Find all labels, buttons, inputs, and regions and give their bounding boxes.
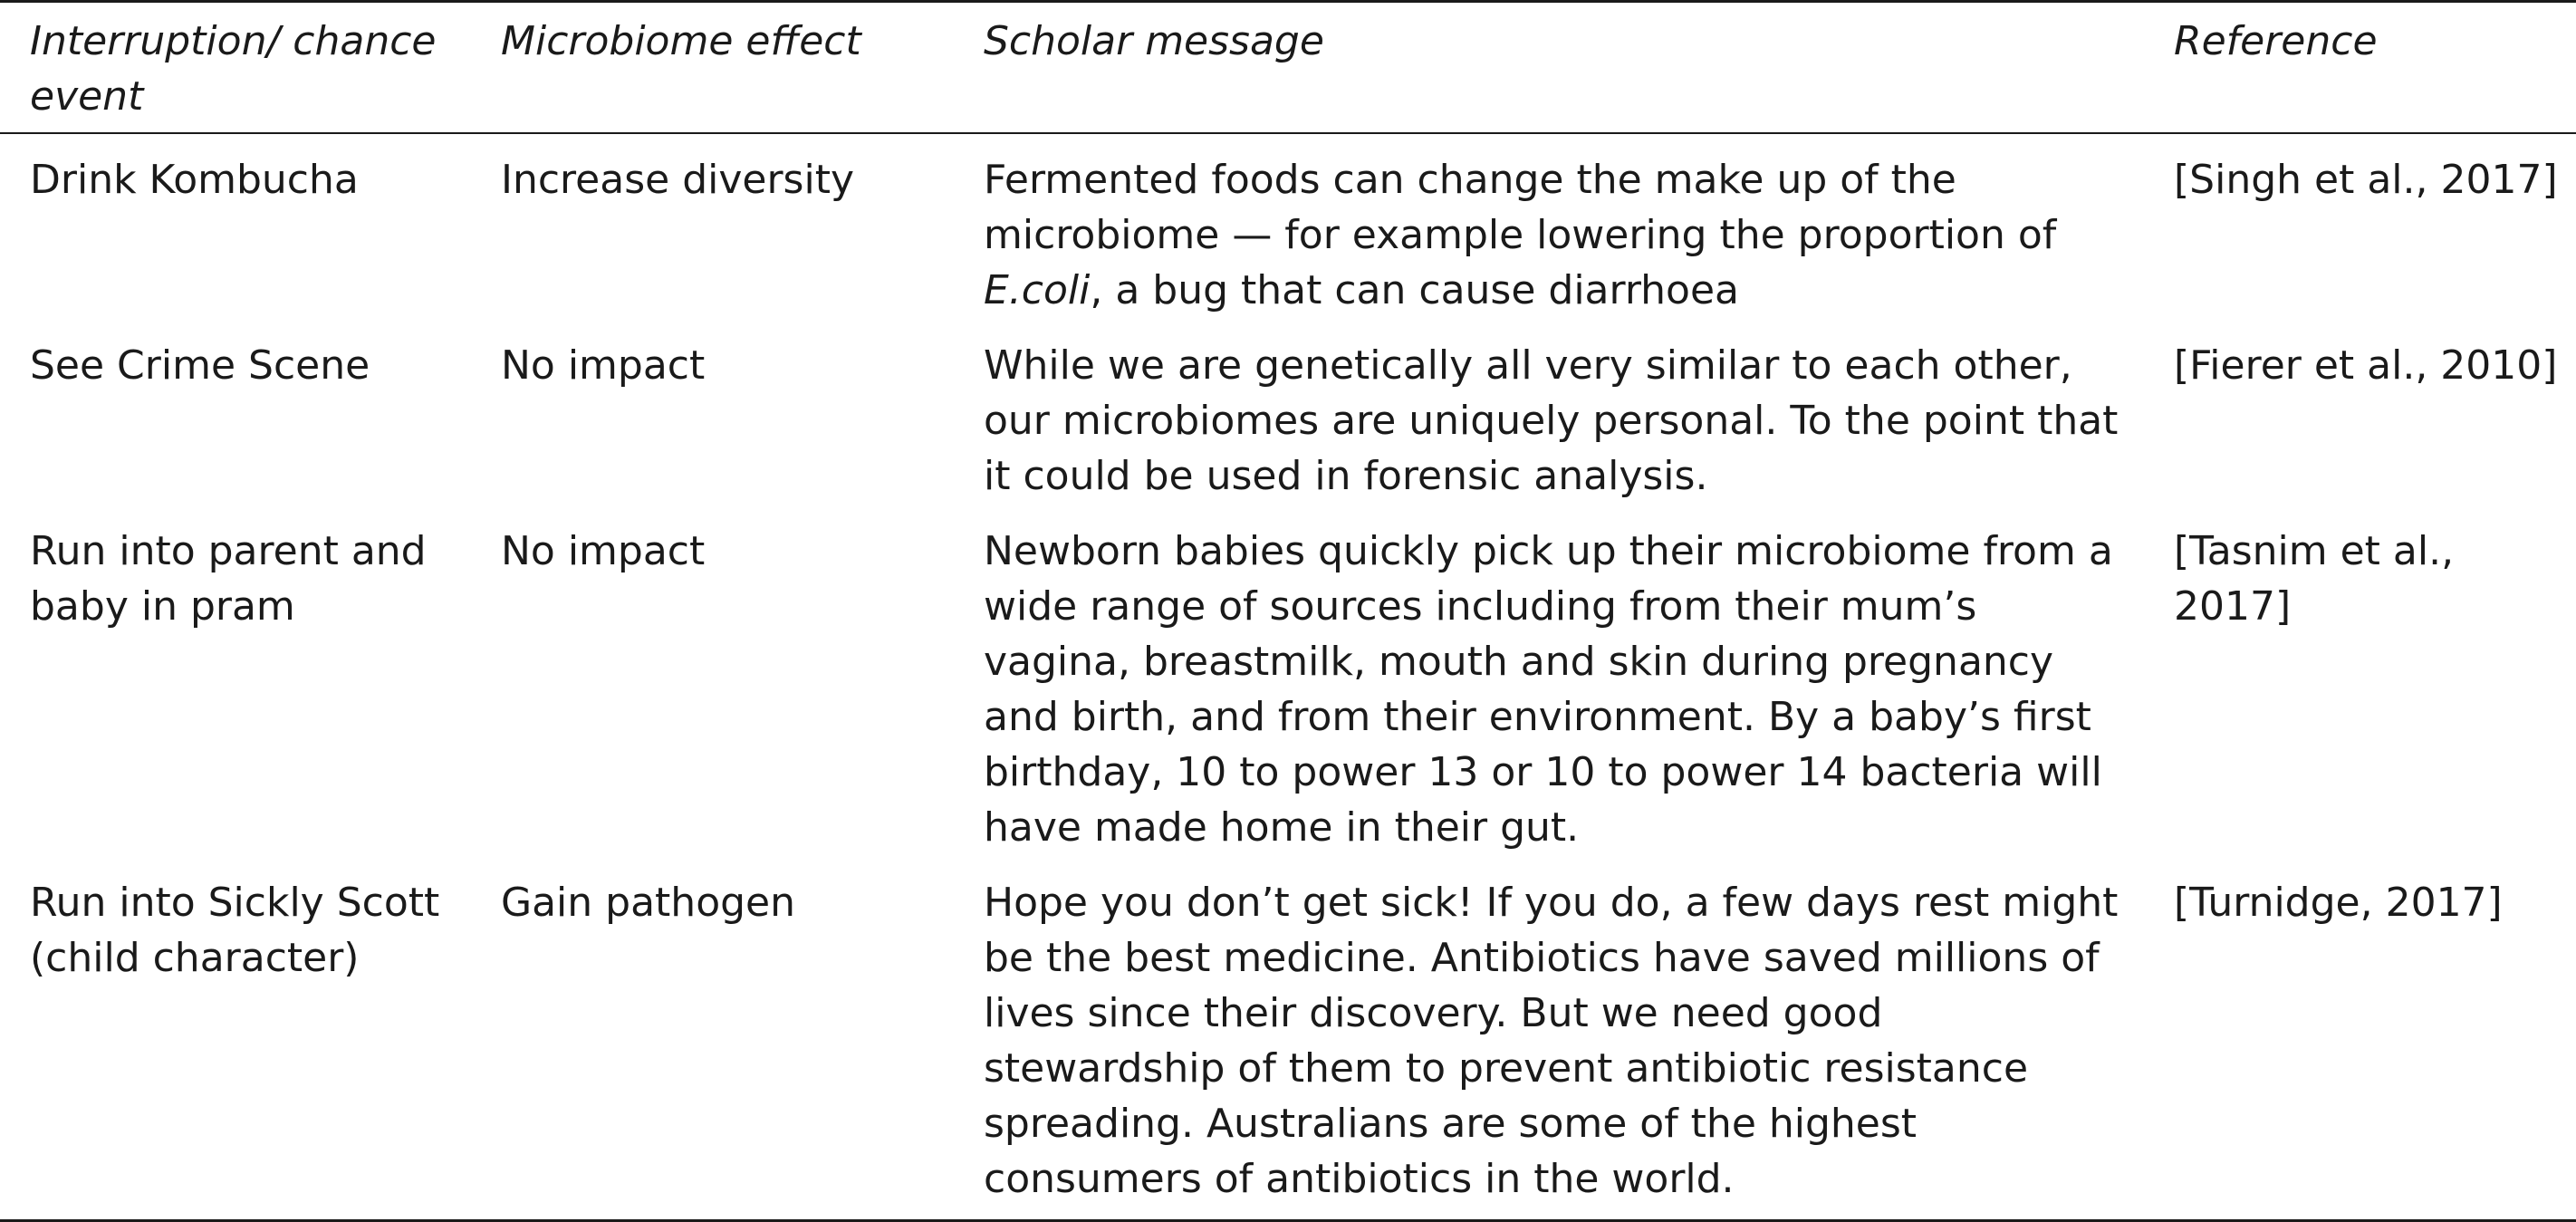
effect-cell: No impact <box>501 342 706 389</box>
table-header <box>0 2 2576 134</box>
message-cell <box>951 133 2144 331</box>
header-reference: Reference <box>2174 18 2378 64</box>
event-cell: Drink Kombucha <box>30 157 359 203</box>
reference-cell: [Turnidge, 2017] <box>2174 880 2503 926</box>
table-row <box>0 868 2576 1221</box>
table-body <box>0 133 2576 1221</box>
header-row <box>0 2 2576 134</box>
table-row <box>0 133 2576 331</box>
table-row <box>0 331 2576 516</box>
table-row <box>0 516 2576 868</box>
header-effect: Microbiome effect <box>501 18 861 64</box>
message-cell: Newborn babies quickly pick up their microbiome from a wide range of sources including from their mum’s vagina, breastmilk, mouth and skin during pregnancy and birth, and from their environment. By a baby’s first birthday, 10 to power 13 or 10 to power 14 bacteria will have made home in their gut. <box>984 528 2113 851</box>
header-message: Scholar message <box>984 18 1324 64</box>
message-italic-text: E.coli <box>984 267 1091 313</box>
message-cell: While we are genetically all very similar to each other, our microbiomes are uniquely personal. To the point that it could be used in forensic analysis. <box>984 342 2119 499</box>
effect-cell: No impact <box>501 528 706 574</box>
effect-cell: Gain pathogen <box>501 880 795 926</box>
effect-cell: Increase diversity <box>501 157 854 203</box>
header-event: Interruption/ chance event <box>30 18 437 120</box>
reference-cell: [Singh et al., 2017] <box>2174 157 2558 203</box>
event-cell: Run into Sickly Scott (child character) <box>30 880 440 981</box>
message-cell: Hope you don’t get sick! If you do, a few days rest might be the best medicine. Antibiotics have saved millions of lives since their discovery. But we need good stewardship of them to prevent antibiotic resistance spreading. Australians are some of the highest consumers of antibiotics in the world. <box>984 880 2119 1202</box>
event-cell: Run into parent and baby in pram <box>30 528 427 630</box>
event-cell: See Crime Scene <box>30 342 370 389</box>
reference-cell: [Tasnim et al., 2017] <box>2174 528 2455 630</box>
message-text-end: , a bug that can cause diarrhoea <box>1090 267 1739 313</box>
message-text: Fermented foods can change the make up of the microbiome — for example lowering the proportion of <box>984 157 2057 258</box>
reference-cell: [Fierer et al., 2010] <box>2174 342 2558 389</box>
